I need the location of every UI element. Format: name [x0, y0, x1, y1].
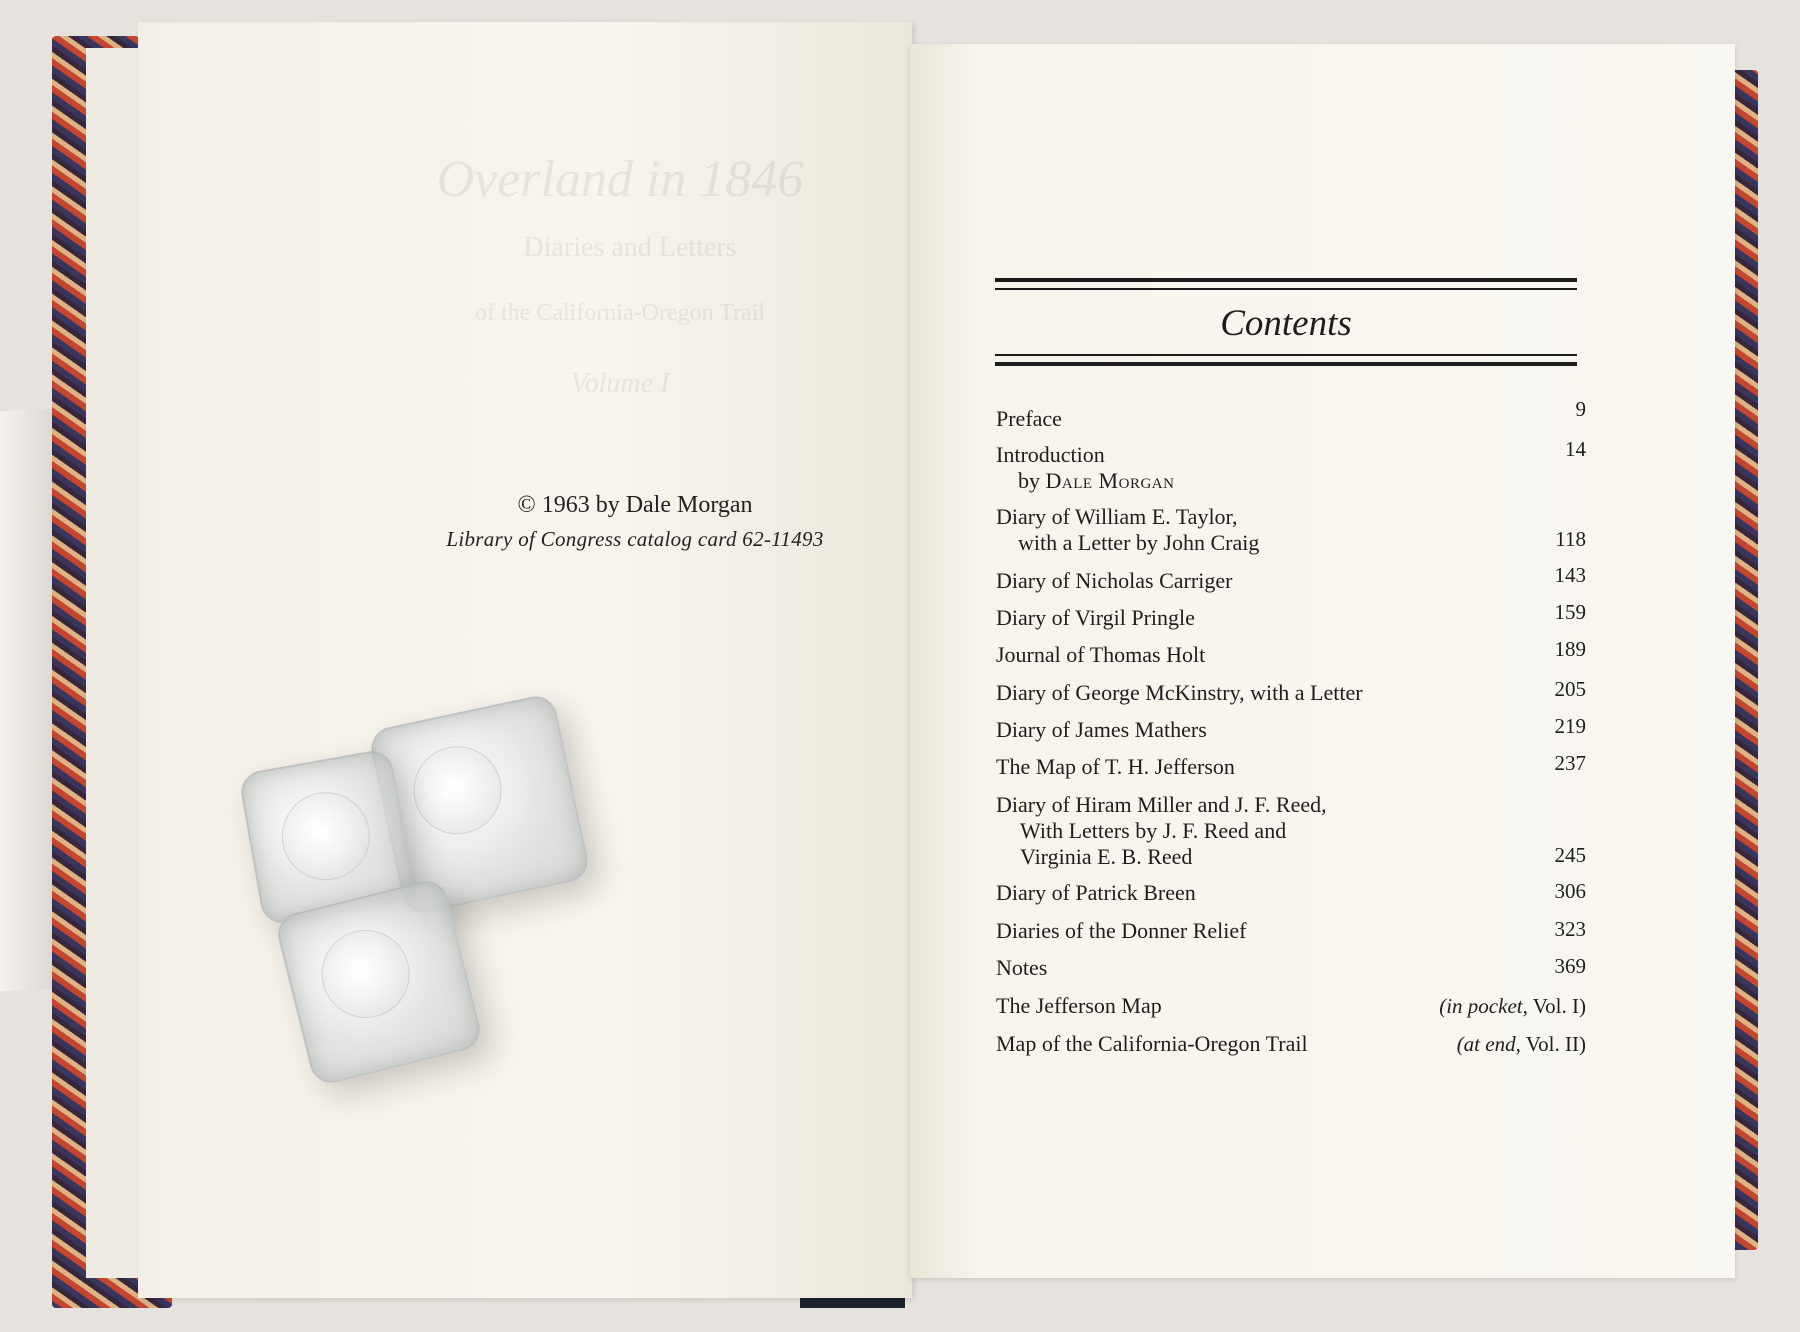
- toc-entry-subtitle: [1018, 468, 1174, 494]
- toc-entry-page: 189: [1554, 637, 1586, 661]
- toc-entry-subtitle: with a Letter by John Craig: [1018, 530, 1260, 555]
- toc-entry-title: Diary of Virgil Pringle: [996, 605, 1195, 630]
- toc-entry-page: 219: [1554, 714, 1586, 738]
- bottom-rule-thick: [995, 362, 1577, 366]
- bottom-rule-thin: [995, 354, 1577, 356]
- toc-entry-title: Map of the California-Oregon Trail: [996, 1031, 1308, 1056]
- toc-entry-title: Diary of James Mathers: [996, 717, 1207, 742]
- toc-entry-title: Diary of Patrick Breen: [996, 880, 1196, 905]
- toc-entry-volume: Vol. II): [1525, 1032, 1586, 1056]
- left-page: [138, 22, 912, 1298]
- toc-entry-title: Notes: [996, 955, 1048, 980]
- toc-entry-page: 323: [1554, 917, 1586, 941]
- toc-entry-title: The Map of T. H. Jefferson: [996, 754, 1235, 779]
- stray-paper: [0, 409, 52, 992]
- toc-entry-page: [1457, 1031, 1586, 1057]
- toc-entry-page: 369: [1554, 954, 1586, 978]
- toc-entry-title: Diary of Hiram Miller and J. F. Reed,: [996, 792, 1327, 817]
- copyright-line: © 1963 by Dale Morgan: [517, 492, 753, 518]
- bleed-title: Overland in 1846: [436, 151, 804, 208]
- toc-entry-page: 245: [1554, 843, 1586, 867]
- byline-prefix: by: [1018, 468, 1046, 493]
- toc-entry-title: Journal of Thomas Holt: [996, 642, 1206, 667]
- contents-heading: Contents: [1220, 303, 1352, 344]
- toc-entry-page: 9: [1575, 397, 1586, 421]
- catalog-line: Library of Congress catalog card 62-11493: [446, 527, 824, 551]
- toc-entry-title: Preface: [996, 406, 1062, 431]
- toc-entry-page: 237: [1554, 751, 1586, 775]
- toc-entry-title: Diary of William E. Taylor,: [996, 504, 1238, 529]
- top-rule-thick: [995, 278, 1577, 282]
- toc-entry-title: Introduction: [996, 442, 1105, 467]
- toc-entry-title: Diary of Nicholas Carriger: [996, 568, 1233, 593]
- toc-entry-volume: Vol. I): [1532, 994, 1586, 1018]
- toc-entry-page: [1439, 993, 1586, 1019]
- toc-entry-page: 14: [1565, 437, 1586, 461]
- author-name: Dale Morgan: [1045, 468, 1175, 493]
- toc-entry-title: Diaries of the Donner Relief: [996, 918, 1247, 943]
- toc-entry-subtitle: With Letters by J. F. Reed and: [1020, 818, 1287, 843]
- bleed-line4: Volume I: [570, 368, 670, 399]
- toc-entry-page: 205: [1554, 677, 1586, 701]
- copyright-block: [395, 492, 875, 552]
- toc-entry-page-location: (in pocket,: [1439, 994, 1528, 1018]
- toc-entry-title: The Jefferson Map: [996, 993, 1162, 1018]
- toc-entry-subtitle: Virginia E. B. Reed: [1020, 844, 1193, 869]
- toc-entry-page: 143: [1554, 563, 1586, 587]
- bleed-line3: of the California-Oregon Trail: [475, 300, 765, 326]
- toc-entry-page: 306: [1554, 879, 1586, 903]
- bleed-line2: Diaries and Letters: [523, 232, 737, 263]
- toc-entry-title: Diary of George McKinstry, with a Letter: [996, 680, 1363, 705]
- top-rule-thin: [995, 288, 1577, 290]
- toc-entry-page: 159: [1554, 600, 1586, 624]
- toc-entry-page-location: (at end,: [1456, 1032, 1521, 1056]
- toc-entry-page: 118: [1555, 527, 1586, 551]
